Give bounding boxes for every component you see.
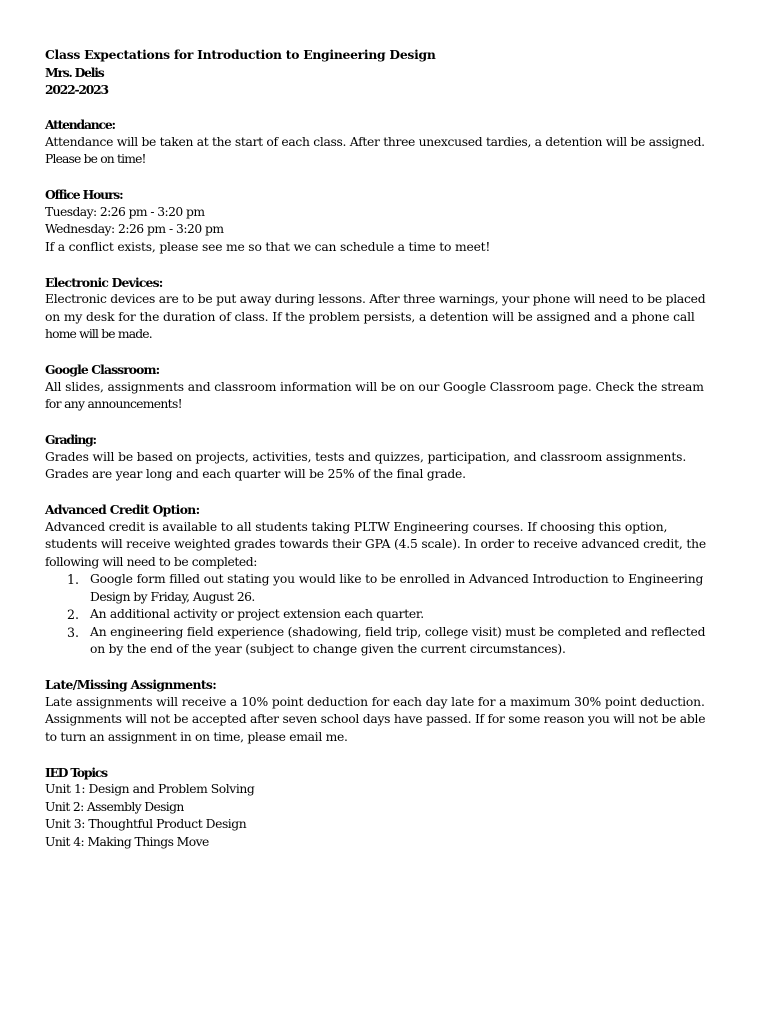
section-ied-topics [45, 764, 735, 852]
section-heading: Grading: [45, 432, 96, 447]
unit-line: Unit 4: Making Things Move [45, 834, 209, 849]
section-attendance [45, 116, 735, 169]
paragraph-line: Please be on time! [45, 152, 146, 166]
list-number: 1. [67, 572, 80, 587]
section-late-missing [45, 676, 735, 746]
document-title: Class Expectations for Introduction to Engineering Design [45, 47, 436, 62]
paragraph-line: Wednesday: 2:26 pm - 3:20 pm [45, 222, 224, 236]
list-number: 2. [67, 607, 80, 622]
paragraph-line: Electronic devices are to be put away during lessons. After three warnings, your phone will need to be placed [45, 292, 706, 306]
paragraph-line: to turn an assignment in on time, please email me. [45, 729, 348, 744]
section-grading [45, 431, 735, 484]
paragraph-line: If a conflict exists, please see me so that we can schedule a time to meet! [45, 239, 491, 254]
section-google-classroom [45, 361, 735, 414]
section-heading: Electronic Devices: [45, 274, 163, 290]
list-item [45, 624, 735, 659]
paragraph-line: for any announcements! [45, 397, 182, 411]
paragraph-line: students will receive weighted grades towards their GPA (4.5 scale). In order to receive advanced credit, the [45, 537, 706, 551]
section-heading: Google Classroom: [45, 362, 160, 377]
list-item-line: Google form filled out stating you would like to be enrolled in Advanced Introduction to Engineering [90, 572, 704, 586]
section-office-hours [45, 186, 735, 256]
paragraph-line: Late assignments will receive a 10% point deduction for each day late for a maximum 30% point deduction. [45, 694, 705, 709]
list-number: 3. [67, 624, 80, 640]
paragraph-line: Advanced credit is available to all students taking PLTW Engineering courses. If choosing this option, [45, 519, 668, 534]
requirements-list [45, 571, 735, 659]
section-heading: Office Hours: [45, 187, 123, 202]
paragraph-line: Grades will be based on projects, activities, tests and quizzes, participation, and classroom assignments. [45, 449, 687, 464]
unit-line: Unit 3: Thoughtful Product Design [45, 817, 247, 831]
list-item-line: Design by Friday, August 26. [90, 589, 255, 604]
list-item-line: on by the end of the year (subject to change given the current circumstances). [90, 642, 566, 656]
section-heading: Advanced Credit Option: [45, 502, 200, 517]
paragraph-line: Grades are year long and each quarter will be 25% of the final grade. [45, 467, 466, 481]
paragraph-line: following will need to be completed: [45, 554, 258, 569]
paragraph-line: Attendance will be taken at the start of each class. After three unexcused tardies, a detention will be assigned. [45, 134, 705, 149]
teacher-name: Mrs. Delis [45, 64, 104, 80]
paragraph-line: home will be made. [45, 327, 152, 341]
unit-line: Unit 1: Design and Problem Solving [45, 782, 255, 796]
section-heading: IED Topics [45, 764, 107, 780]
school-year: 2022-2023 [45, 82, 108, 97]
unit-line: Unit 2: Assembly Design [45, 799, 184, 814]
section-electronic-devices [45, 274, 735, 344]
paragraph-line: Tuesday: 2:26 pm - 3:20 pm [45, 204, 205, 219]
list-item [45, 606, 735, 624]
document-page [45, 46, 735, 851]
list-item [45, 571, 735, 606]
section-advanced-credit [45, 501, 735, 659]
section-heading: Late/Missing Assignments: [45, 677, 217, 692]
paragraph-line: Assignments will not be accepted after seven school days have passed. If for some reason you will not be able [45, 712, 706, 726]
document-header [45, 46, 735, 99]
paragraph-line: on my desk for the duration of class. If the problem persists, a detention will be assigned and a phone call [45, 309, 695, 324]
section-heading: Attendance: [45, 117, 115, 132]
paragraph-line: All slides, assignments and classroom information will be on our Google Classroom page. Check the stream [45, 379, 704, 394]
list-item-line: An engineering field experience (shadowing, field trip, college visit) must be completed and reflected [90, 624, 706, 639]
list-item-line: An additional activity or project extension each quarter. [90, 607, 424, 621]
